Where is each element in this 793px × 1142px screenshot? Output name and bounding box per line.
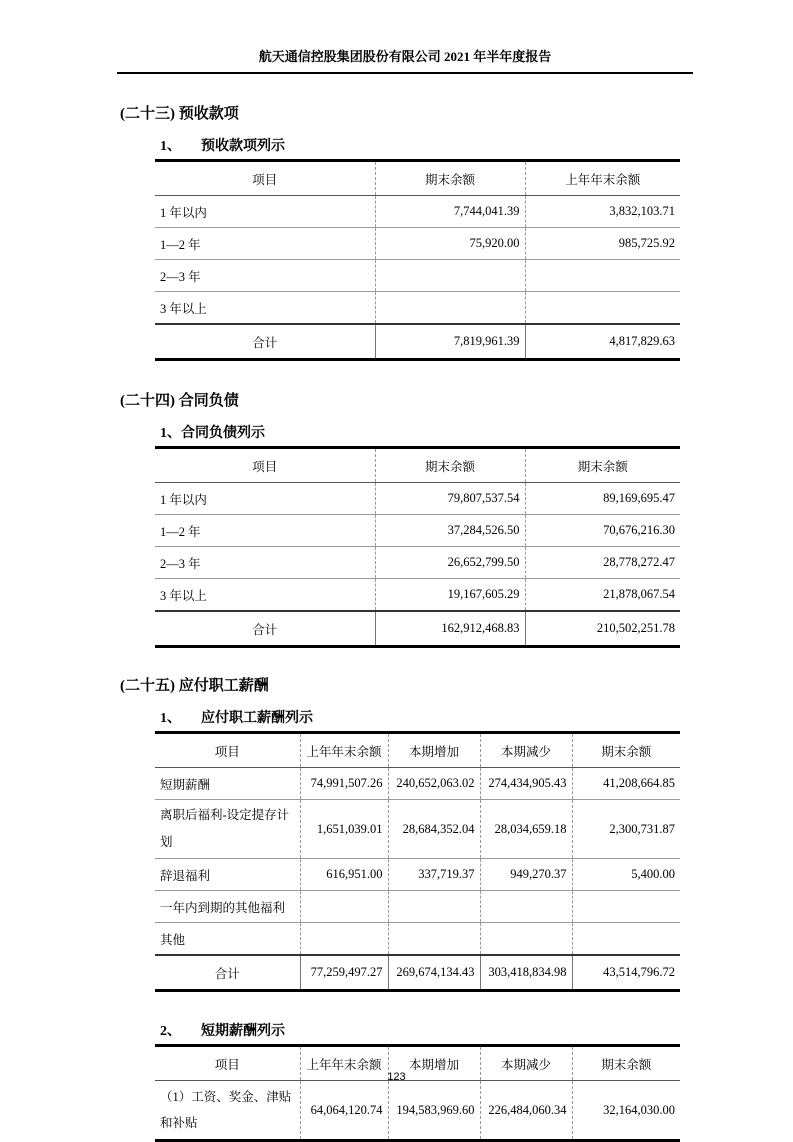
short-term-compensation-table <box>155 1044 680 1142</box>
value-cell <box>572 923 680 956</box>
table-header-cell: 期末余额 <box>375 448 525 483</box>
table-header-cell: 上年年末余额 <box>525 161 680 196</box>
value-cell: 949,270.37 <box>480 859 572 891</box>
value-cell: 1,651,039.01 <box>300 800 388 859</box>
value-cell: 7,819,961.39 <box>375 324 525 360</box>
subsection-contract-liabilities <box>155 422 680 648</box>
value-cell: 269,674,134.43 <box>388 955 480 991</box>
table-header-cell: 本期增加 <box>388 733 480 768</box>
page-header <box>117 46 693 74</box>
footer-page-number: 123 <box>387 1071 406 1083</box>
table-header-cell: 上年年末余额 <box>300 1046 388 1081</box>
value-cell: 616,951.00 <box>300 859 388 891</box>
value-cell <box>300 923 388 956</box>
row-label-cell: 辞退福利 <box>155 859 300 891</box>
value-cell: 303,418,834.98 <box>480 955 572 991</box>
row-label-cell: 1 年以内 <box>155 196 375 228</box>
value-cell: 7,744,041.39 <box>375 196 525 228</box>
value-cell: 89,169,695.47 <box>525 483 680 515</box>
value-cell <box>572 891 680 923</box>
table-row <box>155 923 680 956</box>
value-cell: 70,676,216.30 <box>525 515 680 547</box>
table-header-row <box>155 448 680 483</box>
employee-compensation-table <box>155 731 680 992</box>
subsection-title: 合同负债列示 <box>181 426 265 441</box>
table-header-cell: 项目 <box>155 733 300 768</box>
value-cell: 985,725.92 <box>525 228 680 260</box>
subsection-heading <box>155 422 680 446</box>
value-cell: 75,920.00 <box>375 228 525 260</box>
table-row <box>155 228 680 260</box>
value-cell: 77,259,497.27 <box>300 955 388 991</box>
total-label-cell: 合计 <box>155 955 300 991</box>
row-label-cell: （1）工资、奖金、津贴和补贴 <box>155 1081 300 1141</box>
row-label-cell: 1 年以内 <box>155 483 375 515</box>
value-cell: 28,684,352.04 <box>388 800 480 859</box>
section-heading-advance-receipts: (二十三) 预收款项 <box>120 106 239 122</box>
subsection-advance-receipts <box>155 135 680 361</box>
value-cell <box>300 891 388 923</box>
table-header-cell: 项目 <box>155 1046 300 1081</box>
value-cell: 337,719.37 <box>388 859 480 891</box>
table-row <box>155 768 680 800</box>
value-cell <box>388 923 480 956</box>
subsection-heading <box>155 135 680 159</box>
row-label-cell: 1—2 年 <box>155 515 375 547</box>
subsection-title: 短期薪酬列示 <box>201 1024 285 1039</box>
subsection-number: 1、 <box>160 139 181 154</box>
table-header-cell: 期末余额 <box>375 161 525 196</box>
value-cell: 5,400.00 <box>572 859 680 891</box>
subsection-heading <box>155 707 680 731</box>
value-cell <box>525 292 680 325</box>
value-cell: 210,502,251.78 <box>525 611 680 647</box>
table-total-row <box>155 324 680 360</box>
table-header-cell: 本期减少 <box>480 733 572 768</box>
page-header-title: 航天通信控股集团股份有限公司 2021 年半年度报告 <box>258 49 552 64</box>
table-row <box>155 483 680 515</box>
subsection-title: 应付职工薪酬列示 <box>201 711 313 726</box>
section-heading-employee-compensation: (二十五) 应付职工薪酬 <box>120 678 269 694</box>
table-header-cell: 期末余额 <box>572 1046 680 1081</box>
subsection-number: 1、 <box>160 711 181 726</box>
subsection-title: 预收款项列示 <box>201 139 285 154</box>
value-cell: 43,514,796.72 <box>572 955 680 991</box>
table-row <box>155 891 680 923</box>
value-cell <box>388 891 480 923</box>
subsection-number: 1、 <box>160 426 181 441</box>
value-cell: 274,434,905.43 <box>480 768 572 800</box>
value-cell: 240,652,063.02 <box>388 768 480 800</box>
table-header-row <box>155 733 680 768</box>
table-header-cell: 本期增加 <box>388 1046 480 1081</box>
value-cell: 4,817,829.63 <box>525 324 680 360</box>
value-cell: 41,208,664.85 <box>572 768 680 800</box>
value-cell: 64,064,120.74 <box>300 1081 388 1141</box>
value-cell: 226,484,060.34 <box>480 1081 572 1141</box>
total-label-cell: 合计 <box>155 611 375 647</box>
row-label-cell: 一年内到期的其他福利 <box>155 891 300 923</box>
value-cell: 21,878,067.54 <box>525 579 680 612</box>
value-cell <box>375 292 525 325</box>
value-cell: 194,583,969.60 <box>388 1081 480 1141</box>
table-total-row <box>155 611 680 647</box>
table-row <box>155 292 680 325</box>
table-row <box>155 579 680 612</box>
total-label-cell: 合计 <box>155 324 375 360</box>
value-cell <box>375 260 525 292</box>
row-label-cell: 2—3 年 <box>155 547 375 579</box>
subsection-number: 2、 <box>160 1024 181 1039</box>
table-header-row <box>155 161 680 196</box>
table-header-cell: 项目 <box>155 161 375 196</box>
table-row <box>155 196 680 228</box>
subsection-employee-compensation <box>155 707 680 992</box>
value-cell: 19,167,605.29 <box>375 579 525 612</box>
value-cell: 79,807,537.54 <box>375 483 525 515</box>
value-cell: 28,778,272.47 <box>525 547 680 579</box>
value-cell: 37,284,526.50 <box>375 515 525 547</box>
value-cell <box>480 923 572 956</box>
table-row <box>155 547 680 579</box>
contract-liabilities-table <box>155 446 680 648</box>
table-row <box>155 1081 680 1141</box>
row-label-cell: 2—3 年 <box>155 260 375 292</box>
table-row <box>155 260 680 292</box>
row-label-cell: 1—2 年 <box>155 228 375 260</box>
table-header-cell: 项目 <box>155 448 375 483</box>
value-cell <box>480 891 572 923</box>
value-cell: 32,164,030.00 <box>572 1081 680 1141</box>
row-label-cell: 短期薪酬 <box>155 768 300 800</box>
row-label-cell: 离职后福利-设定提存计划 <box>155 800 300 859</box>
table-row <box>155 800 680 859</box>
value-cell: 28,034,659.18 <box>480 800 572 859</box>
value-cell <box>525 260 680 292</box>
table-header-cell: 期末余额 <box>525 448 680 483</box>
value-cell: 74,991,507.26 <box>300 768 388 800</box>
value-cell: 162,912,468.83 <box>375 611 525 647</box>
table-row <box>155 515 680 547</box>
value-cell: 26,652,799.50 <box>375 547 525 579</box>
table-row <box>155 859 680 891</box>
table-header-cell: 期末余额 <box>572 733 680 768</box>
table-header-cell: 本期减少 <box>480 1046 572 1081</box>
row-label-cell: 3 年以上 <box>155 579 375 612</box>
table-total-row <box>155 955 680 991</box>
subsection-heading <box>155 1020 680 1044</box>
row-label-cell: 其他 <box>155 923 300 956</box>
value-cell: 3,832,103.71 <box>525 196 680 228</box>
table-header-cell: 上年年末余额 <box>300 733 388 768</box>
value-cell: 2,300,731.87 <box>572 800 680 859</box>
section-heading-contract-liabilities: (二十四) 合同负债 <box>120 393 239 409</box>
row-label-cell: 3 年以上 <box>155 292 375 325</box>
advance-receipts-table <box>155 159 680 361</box>
